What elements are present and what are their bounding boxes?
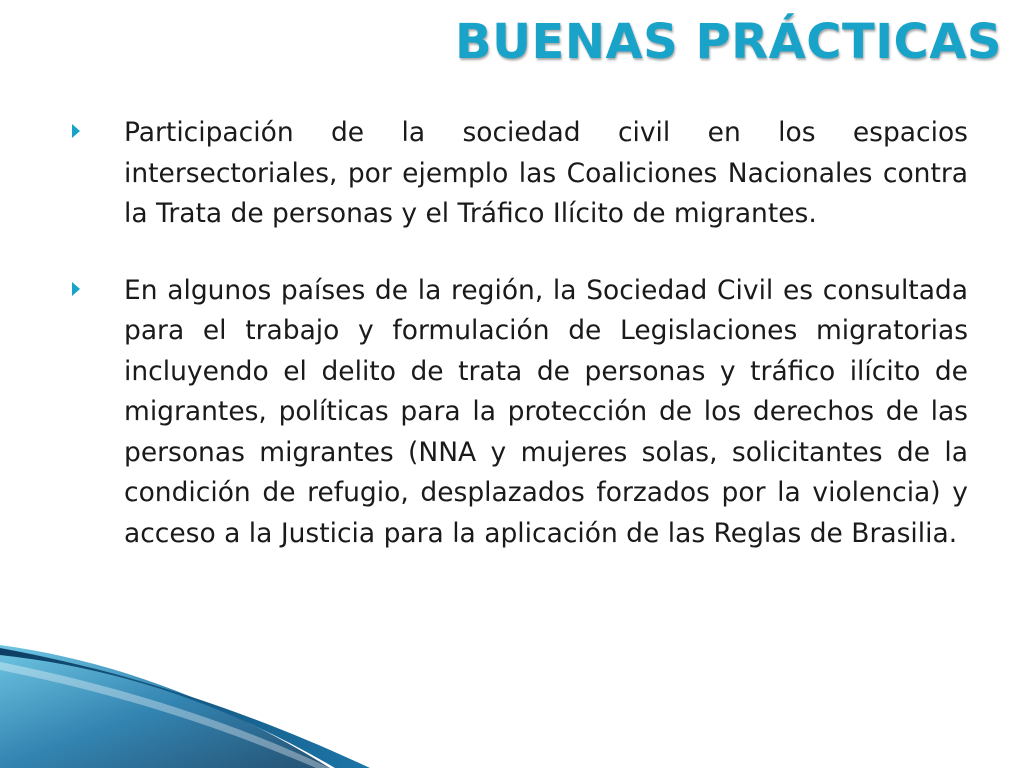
bullet-item-1 [62, 113, 968, 235]
triangle-right-icon [72, 124, 80, 138]
bullet-item-2 [62, 271, 968, 555]
bullet-text: En algunos países de la región, la Sociedad Civil es consultada para el trabajo y formulación de Legislaciones migratorias incluyendo el delito de trata de personas y tráfico ilícito de migrantes, políticas para la protección de los derechos de las personas migrantes (NNA y mujeres solas, solicitantes de la condición de refugio, desplazados forzados por la violencia) y acceso a la Justicia para la aplicación de las Reglas de Brasilia. [124, 274, 968, 549]
wave-band-dark [0, 648, 370, 768]
wave-band-light [0, 645, 330, 768]
triangle-right-icon [72, 282, 80, 296]
slide-title: BUENAS PRÁCTICAS [454, 14, 1002, 70]
bullet-text: Participación de la sociedad civil en los espacios intersectoriales, por ejemplo las Coaliciones Nacionales contra la Trata de personas y el Tráfico Ilícito de migrantes. [124, 117, 968, 229]
wave-stripe [0, 662, 330, 768]
bullet-list [62, 113, 968, 590]
